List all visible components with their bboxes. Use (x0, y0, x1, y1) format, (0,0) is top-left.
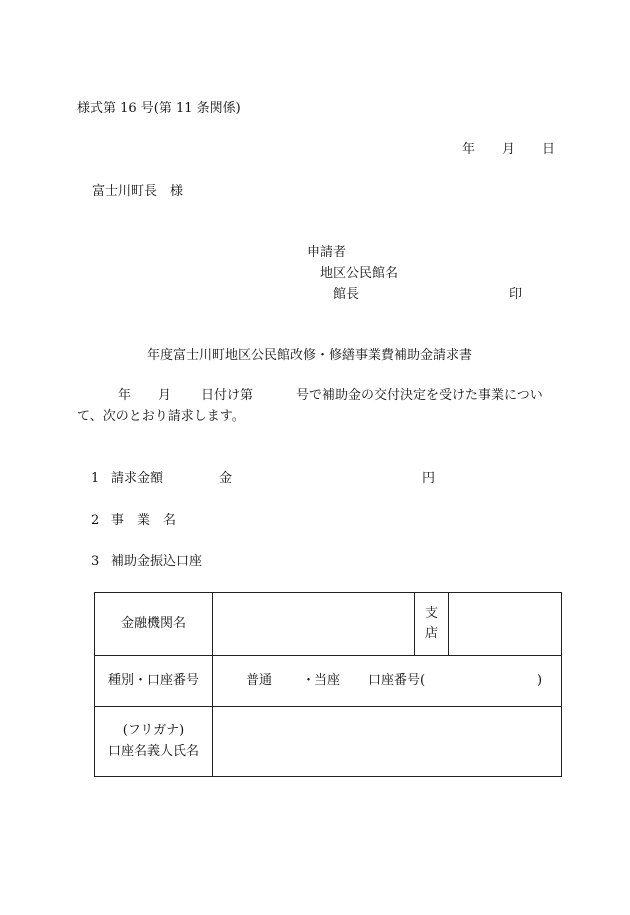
item-3-label: 補助金振込口座 (111, 554, 203, 569)
institution-label: 金融機関名 (120, 615, 186, 631)
account-type-label-cell (95, 656, 213, 707)
intro-text-line2: て、次のとおり請求します。 (77, 409, 245, 424)
document-title: 年度富士川町地区公民館改修・修繕事業費補助金請求書 (147, 348, 473, 363)
account-number-close: ) (537, 672, 543, 688)
holder-label: 口座名義人氏名 (107, 743, 199, 759)
item-2-label: 事 業 名 (111, 513, 177, 528)
date-day-label: 日 (542, 142, 556, 157)
branch-label-char-2: 店 (424, 626, 438, 641)
form-number: 様式第 16 号(第 11 条関係) (77, 101, 241, 116)
furigana-label: (フリガナ) (122, 723, 185, 739)
bank-account-table (94, 592, 562, 777)
hall-name-label: 地区公民館名 (320, 266, 399, 281)
intro-month-label: 月 (158, 388, 172, 403)
branch-label-cell (415, 593, 449, 656)
account-holder-field[interactable] (213, 707, 562, 777)
table-row (95, 707, 562, 777)
account-type-label: 種別・口座番号 (107, 672, 199, 688)
option-regular[interactable]: 普通 (246, 672, 273, 688)
holder-label-cell (95, 707, 213, 777)
applicant-label: 申請者 (307, 245, 347, 260)
account-number-field[interactable] (213, 656, 562, 707)
institution-label-cell (95, 593, 213, 656)
item-1-number: 1 (91, 471, 100, 486)
item-1-label: 請求金額 (111, 471, 164, 486)
intro-dated-label: 日付け第 (201, 388, 254, 403)
institution-name-field[interactable] (213, 593, 415, 656)
table-row (95, 593, 562, 656)
director-label: 館長 (333, 287, 360, 302)
branch-label-char-1: 支 (424, 605, 438, 621)
intro-year-label: 年 (118, 388, 132, 403)
item-3-number: 3 (91, 554, 100, 569)
branch-name-field[interactable] (449, 593, 562, 656)
item-1-amount-suffix: 円 (422, 471, 436, 486)
item-2-number: 2 (91, 513, 100, 528)
seal-label: 印 (509, 287, 523, 302)
date-year-label: 年 (462, 142, 476, 157)
option-current[interactable]: 当座 (314, 672, 341, 688)
table-row (95, 656, 562, 707)
addressee: 富士川町長 様 (92, 184, 184, 199)
intro-text: 号で補助金の交付決定を受けた事業につい (296, 388, 543, 403)
account-number-label: 口座番号( (368, 672, 426, 688)
option-separator: ・ (302, 672, 316, 688)
item-1-amount-prefix: 金 (219, 471, 233, 486)
date-month-label: 月 (502, 142, 516, 157)
